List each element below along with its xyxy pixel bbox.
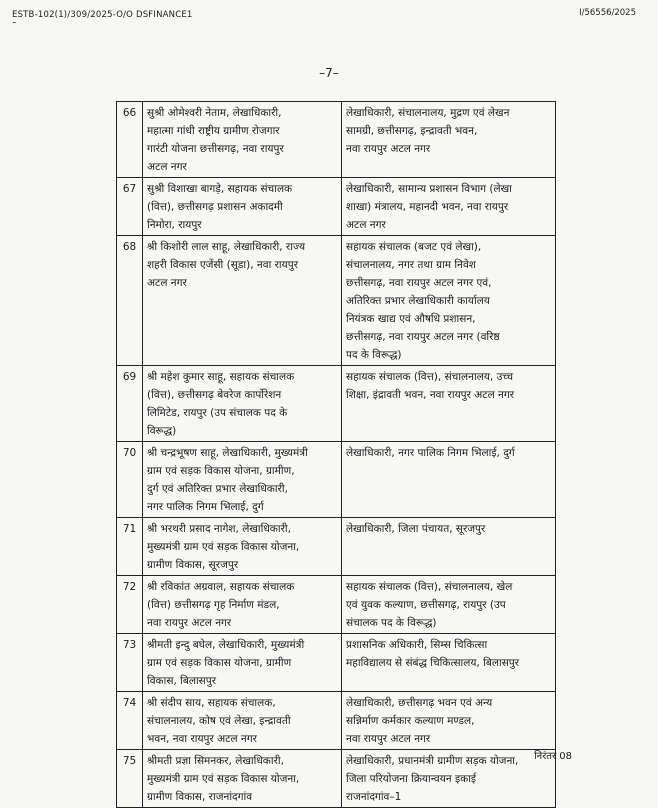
officer-line: सुश्री विशाखा बागड़े, सहायक संचालक — [147, 183, 293, 195]
posting-line: नवा रायपुर अटल नगर — [346, 143, 431, 155]
header-mark: ˜ — [12, 22, 17, 32]
officer-line: विरूद्ध) — [147, 425, 177, 437]
posting-line: सहायक संचालक (वित्त), संचालनालय, उच्च — [346, 371, 513, 383]
officer-details — [143, 634, 342, 692]
posting-line: शिक्षा, इंद्रावती भवन, नवा रायपुर अटल नगर — [346, 389, 515, 401]
new-posting — [342, 634, 556, 692]
officer-line: श्री चन्द्रभूषण साहू, लेखाधिकारी, मुख्यमंत्री — [147, 447, 308, 459]
new-posting — [342, 692, 556, 750]
officer-line: ग्राम एवं सड़क विकास योजना, ग्रामीण — [147, 657, 292, 669]
posting-line: राजनांदगांव–1 — [346, 791, 402, 803]
posting-line: लेखाधिकारी, जिला पंचायत, सूरजपुर — [346, 523, 486, 535]
new-posting — [342, 576, 556, 634]
officer-line: नगर पालिक निगम भिलाई, दुर्ग — [147, 501, 264, 513]
officer-line: श्री किशोरी लाल साहू, लेखाधिकारी, राज्य — [147, 241, 306, 253]
officer-details — [143, 102, 342, 178]
row-number: 75 — [117, 750, 143, 808]
row-number: 69 — [117, 366, 143, 442]
officer-line: (वित्त) छत्तीसगढ़ गृह निर्माण मंडल, — [147, 599, 280, 611]
officer-line: दुर्ग एवं अतिरिक्त प्रभार लेखाधिकारी, — [147, 483, 288, 495]
posting-line: शाखा) मंत्रालय, महानदी भवन, नवा रायपुर — [346, 201, 509, 213]
new-posting — [342, 178, 556, 236]
transfer-table — [116, 101, 556, 808]
officer-line: ग्राम एवं सड़क विकास योजना, ग्रामीण, — [147, 465, 295, 477]
file-reference: ESTB-102(1)/309/2025-O/O DSFINANCE1 — [12, 10, 193, 20]
posting-line: एवं युवक कल्याण, छत्तीसगढ़, रायपुर (उप — [346, 599, 506, 611]
row-number: 74 — [117, 692, 143, 750]
posting-line: लेखाधिकारी, नगर पालिक निगम भिलाई, दुर्ग — [346, 447, 515, 459]
new-posting — [342, 236, 556, 366]
table-row — [117, 366, 556, 442]
posting-line: नवा रायपुर अटल नगर — [346, 733, 431, 745]
officer-line: निमोरा, रायपुर — [147, 219, 202, 231]
row-number: 68 — [117, 236, 143, 366]
new-posting — [342, 442, 556, 518]
officer-line: अटल नगर — [147, 277, 187, 289]
officer-details — [143, 518, 342, 576]
officer-line: श्रीमती इन्दु बघेल, लेखाधिकारी, मुख्यमंत्री — [147, 639, 305, 651]
table-row — [117, 692, 556, 750]
officer-line: (वित्त), छत्तीसगढ़ बेवरेज कार्पोरेशन — [147, 389, 282, 401]
officer-line: ग्रामीण विकास, राजनांदगांव — [147, 791, 253, 803]
officer-details — [143, 236, 342, 366]
new-posting — [342, 366, 556, 442]
officer-details — [143, 442, 342, 518]
officer-line: ग्रामीण विकास, सूरजपुर — [147, 559, 239, 571]
table-row — [117, 576, 556, 634]
officer-line: श्री महेश कुमार साहू, सहायक संचालक — [147, 371, 295, 383]
new-posting — [342, 750, 556, 808]
posting-line: अतिरिक्त प्रभार लेखाधिकारी कार्यालय — [346, 295, 490, 307]
officer-line: सुश्री ओमेश्वरी नेताम, लेखाधिकारी, — [147, 107, 282, 119]
posting-line: नियंत्रक खाद्य एवं औषधि प्रशासन, — [346, 313, 476, 325]
table-row — [117, 634, 556, 692]
officer-line: श्री संदीप साय, सहायक संचालक, — [147, 697, 276, 709]
officer-line: भवन, नवा रायपुर अटल नगर — [147, 733, 257, 745]
table-row — [117, 178, 556, 236]
table-row — [117, 442, 556, 518]
posting-line: लेखाधिकारी, प्रधानमंत्री ग्रामीण सड़क योजना, — [346, 755, 519, 767]
posting-line: लेखाधिकारी, संचालनालय, मुद्रण एवं लेखन — [346, 107, 510, 119]
officer-details — [143, 178, 342, 236]
posting-line: प्रशासनिक अधिकारी, सिम्स चिकित्सा — [346, 639, 488, 651]
posting-line: सहायक संचालक (बजट एवं लेखा), — [346, 241, 482, 253]
officer-details — [143, 750, 342, 808]
new-posting — [342, 102, 556, 178]
table-row — [117, 518, 556, 576]
posting-line: सामग्री, छत्तीसगढ़, इन्द्रावती भवन, — [346, 125, 478, 137]
table-row — [117, 750, 556, 808]
table-row — [117, 102, 556, 178]
officer-line: गारंटी योजना छत्तीसगढ़, नवा रायपुर — [147, 143, 284, 155]
officer-line: संचालनालय, कोष एवं लेखा, इन्द्रावती — [147, 715, 291, 727]
row-number: 67 — [117, 178, 143, 236]
officer-line: श्रीमती प्रज्ञा सिमनकर, लेखाधिकारी, — [147, 755, 284, 767]
officer-line: नवा रायपुर अटल नगर — [147, 617, 232, 629]
officer-details — [143, 692, 342, 750]
new-posting — [342, 518, 556, 576]
officer-line: श्री रविकांत अग्रवाल, सहायक संचालक — [147, 581, 295, 593]
posting-line: छत्तीसगढ़, नवा रायपुर अटल नगर एवं, — [346, 277, 492, 289]
officer-line: लिमिटेड, रायपुर (उप संचालक पद के — [147, 407, 288, 419]
continued-note: निरंतर 08 — [534, 751, 572, 762]
posting-line: संचालनालय, नगर तथा ग्राम निवेश — [346, 259, 476, 271]
transfer-table-body — [117, 102, 556, 808]
officer-line: अटल नगर — [147, 161, 187, 173]
posting-line: लेखाधिकारी, सामान्य प्रशासन विभाग (लेखा — [346, 183, 512, 195]
officer-line: शहरी विकास एजेंसी (सूडा), नवा रायपुर — [147, 259, 298, 271]
posting-line: जिला परियोजना क्रियान्वयन इकाई — [346, 773, 477, 785]
officer-details — [143, 576, 342, 634]
posting-line: महाविद्यालय से संबंद्ध चिकित्सालय, बिलासपुर — [346, 657, 520, 669]
posting-line: संचालक पद के विरूद्ध) — [346, 617, 437, 629]
officer-line: (वित्त), छत्तीसगढ़ प्रशासन अकादमी — [147, 201, 283, 213]
posting-line: पद के विरूद्ध) — [346, 349, 402, 361]
row-number: 73 — [117, 634, 143, 692]
row-number: 71 — [117, 518, 143, 576]
posting-line: अटल नगर — [346, 219, 386, 231]
posting-line: छत्तीसगढ़, नवा रायपुर अटल नगर (वरिष्ठ — [346, 331, 500, 343]
officer-line: मुख्यमंत्री ग्राम एवं सड़क विकास योजना, — [147, 541, 300, 553]
posting-line: सन्निर्माण कर्मकार कल्याण मण्डल, — [346, 715, 475, 727]
posting-line: लेखाधिकारी, छत्तीसगढ़ भवन एवं अन्य — [346, 697, 493, 709]
table-row — [117, 236, 556, 366]
page-number: –7– — [319, 66, 339, 80]
row-number: 66 — [117, 102, 143, 178]
document-id: I/56556/2025 — [579, 8, 636, 18]
row-number: 70 — [117, 442, 143, 518]
officer-line: मुख्यमंत्री ग्राम एवं सड़क विकास योजना, — [147, 773, 300, 785]
officer-details — [143, 366, 342, 442]
row-number: 72 — [117, 576, 143, 634]
posting-line: सहायक संचालक (वित्त), संचालनालय, खेल — [346, 581, 513, 593]
officer-line: श्री भरथरी प्रसाद नागेश, लेखाधिकारी, — [147, 523, 291, 535]
officer-line: विकास, बिलासपुर — [147, 675, 217, 687]
officer-line: महात्मा गांधी राष्ट्रीय ग्रामीण रोजगार — [147, 125, 280, 137]
